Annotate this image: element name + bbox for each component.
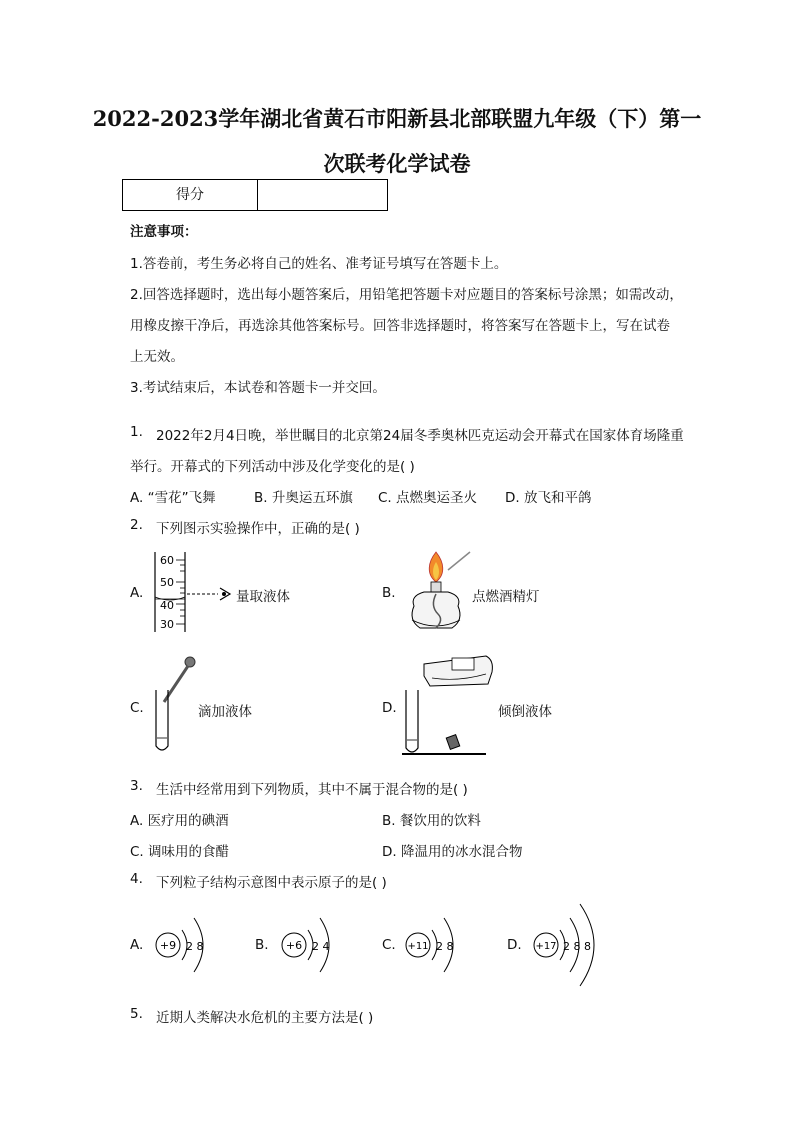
q2-option-c-letter: C. xyxy=(130,700,144,716)
nucleus-d: +17 xyxy=(535,941,557,952)
cylinder-tick-30: 30 xyxy=(160,618,174,631)
notice-item-3: 3.考试结束后，本试卷和答题卡一并交回。 xyxy=(130,380,386,396)
q2-option-b-label: 点燃酒精灯 xyxy=(472,589,540,605)
cylinder-tick-40: 40 xyxy=(160,599,174,612)
q5-stem: 近期人类解决水危机的主要方法是( ) xyxy=(156,1010,374,1026)
q3-stem: 生活中经常用到下列物质，其中不属于混合物的是( ) xyxy=(156,782,468,798)
alcohol-lamp-figure xyxy=(400,548,475,636)
nucleus-a: +9 xyxy=(159,939,177,952)
graduated-cylinder-figure xyxy=(150,548,240,638)
q3-option-a: A. 医疗用的碘酒 xyxy=(130,813,229,829)
atom-structure-c xyxy=(402,908,467,982)
q4-number: 4. xyxy=(130,871,143,887)
notice-heading: 注意事项： xyxy=(130,224,198,240)
exam-title-line2: 次联考化学试卷 xyxy=(323,151,471,176)
q2-option-a-label: 量取液体 xyxy=(236,589,290,605)
q4-stem: 下列粒子结构示意图中表示原子的是( ) xyxy=(156,875,387,891)
notice-item-2a: 2.回答选择题时，选出每小题答案后，用铅笔把答题卡对应题目的答案标号涂黑；如需改动， xyxy=(130,287,683,303)
q3-option-b: B. 餐饮用的饮料 xyxy=(382,813,481,829)
shells-c: 2 8 xyxy=(436,940,454,953)
dropping-liquid-figure xyxy=(148,652,203,756)
q4-option-c-letter: C. xyxy=(382,937,396,953)
shells-d: 2 8 8 xyxy=(563,940,591,953)
q2-number: 2. xyxy=(130,517,143,533)
notice-item-2c: 上无效。 xyxy=(130,349,184,365)
q2-option-b-letter: B. xyxy=(382,585,396,601)
notice-item-2b: 用橡皮擦干净后，再选涂其他答案标号。回答非选择题时，将答案写在答题卡上，写在试卷 xyxy=(130,318,670,334)
cylinder-tick-60: 60 xyxy=(160,554,174,567)
pouring-liquid-figure xyxy=(402,648,496,758)
shells-a: 2 8 xyxy=(186,940,204,953)
q2-option-d-letter: D. xyxy=(382,700,397,716)
q1-stem-line1: 2022年2月4日晚，举世瞩目的北京第24届冬季奥林匹克运动会开幕式在国家体育场隆重 xyxy=(156,428,684,444)
q1-stem-line2: 举行。开幕式的下列活动中涉及化学变化的是( ) xyxy=(130,459,415,475)
atom-structure-b xyxy=(278,908,343,982)
nucleus-c: +11 xyxy=(407,941,429,952)
q1-option-d: D. 放飞和平鸽 xyxy=(505,490,592,506)
q1-option-b: B. 升奥运五环旗 xyxy=(254,490,353,506)
q4-option-d-letter: D. xyxy=(507,937,522,953)
cylinder-tick-50: 50 xyxy=(160,576,174,589)
atom-structure-a xyxy=(152,908,217,982)
q4-option-b-letter: B. xyxy=(255,937,269,953)
nucleus-b: +6 xyxy=(285,939,303,952)
q3-number: 3. xyxy=(130,778,143,794)
notice-item-1: 1.答卷前，考生务必将自己的姓名、准考证号填写在答题卡上。 xyxy=(130,256,508,272)
shells-b: 2 4 xyxy=(312,940,330,953)
q4-option-a-letter: A. xyxy=(130,937,144,953)
score-box xyxy=(122,179,388,211)
score-label: 得分 xyxy=(123,180,258,210)
q3-option-d: D. 降温用的冰水混合物 xyxy=(382,844,523,860)
q1-option-a: A. “雪花”飞舞 xyxy=(130,490,216,506)
exam-title-line1: 2022-2023学年湖北省黄石市阳新县北部联盟九年级（下）第一 xyxy=(92,106,702,131)
q2-option-a-letter: A. xyxy=(130,585,144,601)
q3-option-c: C. 调味用的食醋 xyxy=(130,844,230,860)
q5-number: 5. xyxy=(130,1006,143,1022)
q1-option-c: C. 点燃奥运圣火 xyxy=(378,490,478,506)
q1-number: 1. xyxy=(130,424,143,440)
q2-option-c-label: 滴加液体 xyxy=(198,704,252,720)
atom-structure-d xyxy=(530,896,610,992)
q2-option-d-label: 倾倒液体 xyxy=(498,704,552,720)
q2-stem: 下列图示实验操作中，正确的是( ) xyxy=(156,521,360,537)
